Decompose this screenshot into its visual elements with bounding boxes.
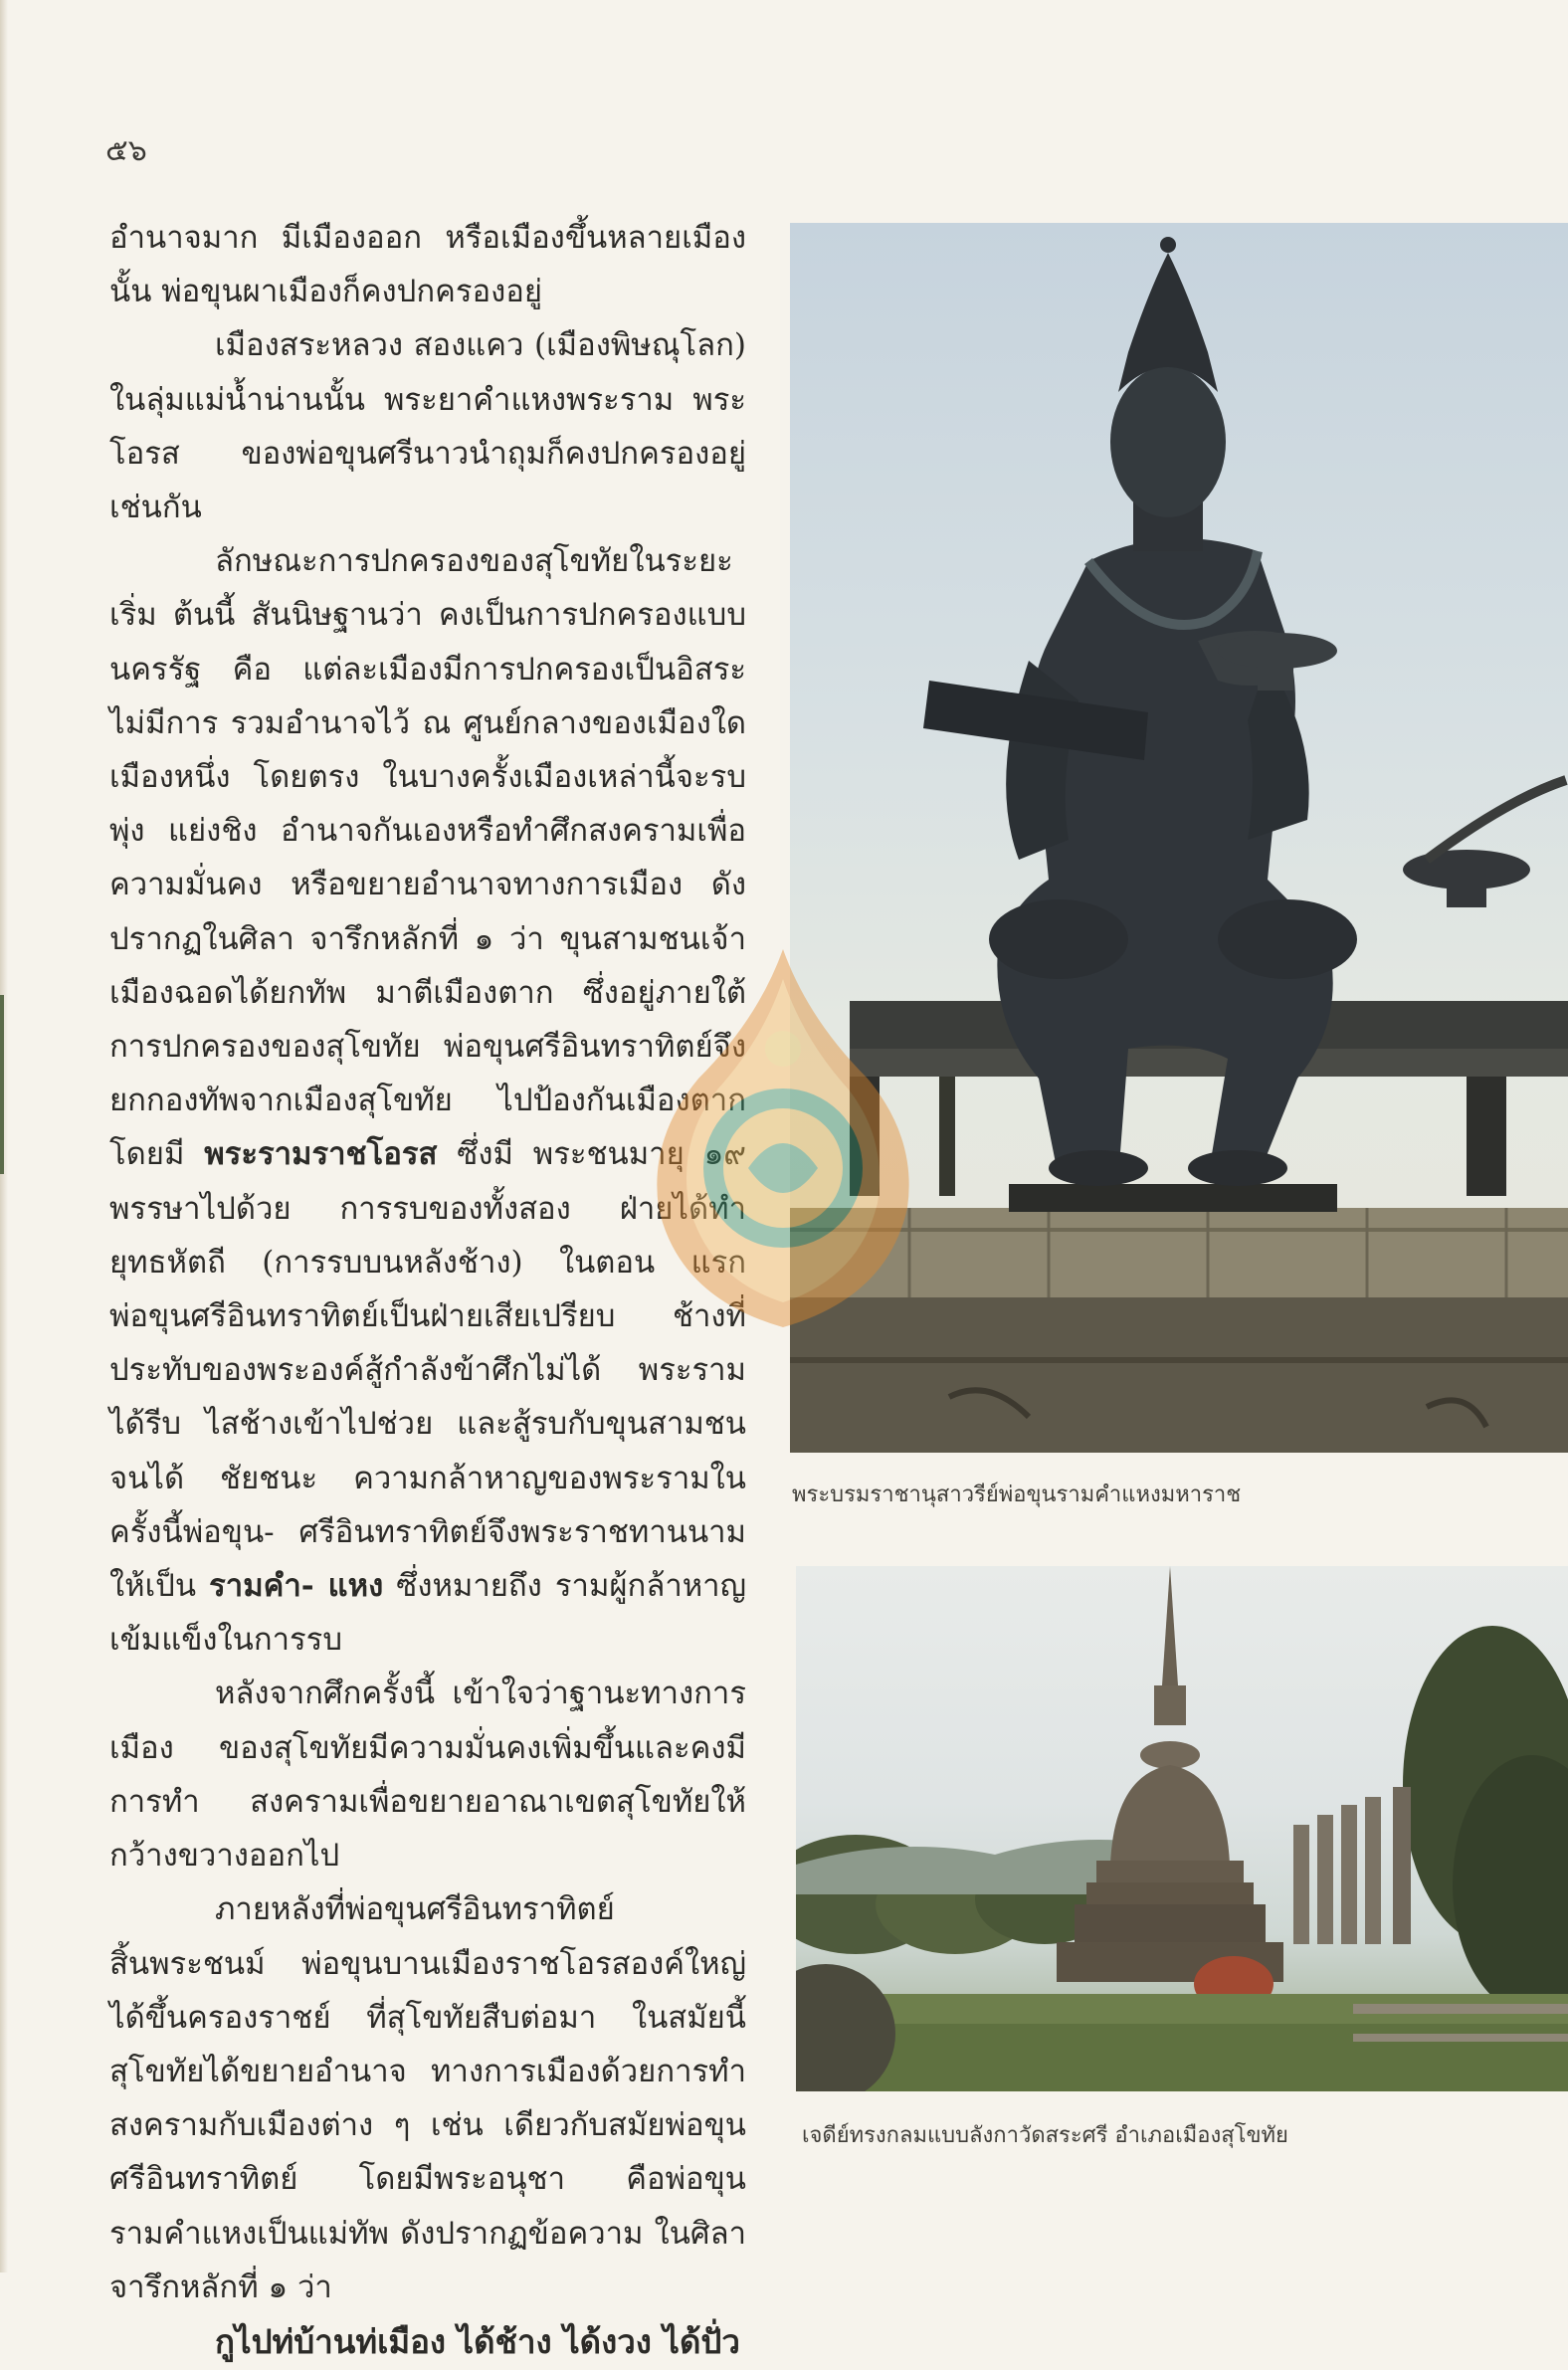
page-number: ๕๖ [105, 133, 147, 168]
bold-ramkhamhaeng: รามคำ- แหง [209, 1568, 384, 1605]
statue-caption: พระบรมราชานุสาวรีย์พ่อขุนรามคำแหงมหาราช [792, 1482, 1242, 1507]
paragraph-3-continued: ซึ่งมี พระชนมายุ ๑๙ พรรษาไปด้วย การรบของทั้งสอง ฝ่ายได้ทำยุทธหัตถี (การรบบนหลังช้าง) ในตอน แรกพ่อขุนศรีอินทราทิตย์เป็นฝ่ายเสียเปรียบ ช้างที่ ประทับของพระองค์สู้กำลังข้าศึกไม่ได้ พระรามได้รีบ ไสช้างเข้าไปช่วย และสู้รบกับขุนสามชนจนได้ ชัยชนะ ความกล้าหาญของพระรามในครั้งนี้พ่อขุน- ศรีอินทราทิตย์จึงพระราชทานนามให้เป็น [109, 1136, 747, 1605]
temple-caption: เจดีย์ทรงกลมแบบลังกาวัดสระศรี อำเภอเมืองสุโขทัย [802, 2123, 1288, 2148]
page-edge-mark [0, 995, 4, 1174]
inscription-verse: กูไปท่บ้านท่เมือง ได้ช้าง ได้งวง ได้ปั่ว [215, 2321, 740, 2361]
temple-illustration [796, 1566, 1568, 2091]
paragraph-3-text: ลักษณะการปกครองของสุโขทัยในระยะเริ่ม ต้นนี้ สันนิษฐานว่า คงเป็นการปกครองแบบนครรัฐ คือ แต่ละเมืองมีการปกครองเป็นอิสระ ไม่มีการ รวมอำนาจไว้ ณ ศูนย์กลางของเมืองใดเมืองหนึ่ง โดยตรง ในบางครั้งเมืองเหล่านี้จะรบพุ่ง แย่งชิง อำนาจกันเองหรือทำศึกสงครามเพื่อความมั่นคง หรือขยายอำนาจทางการเมือง ดังปรากฏในศิลา จารึกหลักที่ ๑ ว่า ขุนสามชนเจ้าเมืองฉอดได้ยกทัพ มาตีเมืองตาก ซึ่งอยู่ภายใต้การปกครองของสุโขทัย พ่อขุนศรีอินทราทิตย์จึงยกกองทัพจากเมืองสุโขทัย ไปป้องกันเมืองตาก โดยมี [109, 543, 746, 1173]
body-text-column [109, 211, 746, 2370]
paragraph-1: อำนาจมาก มีเมืองออก หรือเมืองขึ้นหลายเมือง นั้น พ่อขุนผาเมืองก็คงปกครองอยู่ [109, 220, 746, 310]
paragraph-5: ภายหลังที่พ่อขุนศรีอินทราทิตย์สิ้นพระชนม์ พ่อขุนบานเมืองราชโอรสองค์ใหญ่ ได้ขึ้นครองราชย์ ที่สุโขทัยสืบต่อมา ในสมัยนี้สุโขทัยได้ขยายอำนาจ ทางการเมืองด้วยการทำสงครามกับเมืองต่าง ๆ เช่น เดียวกับสมัยพ่อขุนศรีอินทราทิตย์ โดยมีพระอนุชา คือพ่อขุนรามคำแหงเป็นแม่ทัพ ดังปรากฏข้อความ ในศิลาจารึกหลักที่ ๑ ว่า [109, 1891, 746, 2305]
bold-phra-ram: พระรามราชโอรส [204, 1136, 438, 1173]
paragraph-2: เมืองสระหลวง สองแคว (เมืองพิษณุโลก) ในลุ่มแม่น้ำน่านนั้น พระยาคำแหงพระราม พระโอรส ของพ่อขุนศรีนาวนำถุมก็คงปกครองอยู่เช่นกัน [109, 327, 746, 526]
statue-photo [790, 223, 1568, 1453]
temple-photo [796, 1566, 1568, 2091]
paragraph-3 [109, 534, 746, 1667]
statue-illustration [790, 223, 1568, 1453]
paragraph-3-end: ซึ่งหมายถึง รามผู้กล้าหาญ เข้มแข็งในการรบ [109, 1568, 746, 1659]
paragraph-4: หลังจากศึกครั้งนี้ เข้าใจว่าฐานะทางการเมือง ของสุโขทัยมีความมั่นคงเพิ่มขึ้นและคงมีการทำ สงครามเพื่อขยายอาณาเขตสุโขทัยให้กว้างขวางออกไป [109, 1676, 746, 1875]
